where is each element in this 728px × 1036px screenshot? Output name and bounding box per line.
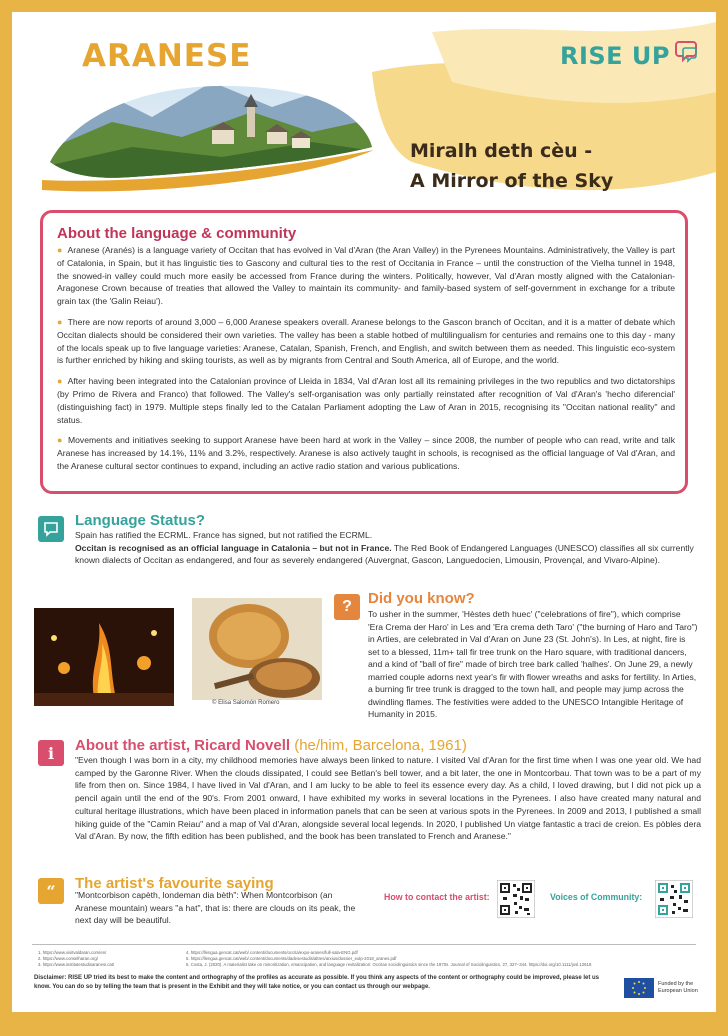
favourite-saying-heading: The artist's favourite saying bbox=[75, 875, 274, 892]
about-paragraph bbox=[57, 316, 675, 367]
riseup-logo-text: RISE UP bbox=[559, 42, 670, 70]
poster-page bbox=[12, 12, 716, 1012]
language-status-text bbox=[75, 529, 695, 567]
profile-title-line1: Miralh deth cèu - bbox=[410, 140, 593, 162]
about-paragraph bbox=[57, 244, 675, 308]
reference-item: 1. https://www.visitvaldaran.com/en/ bbox=[38, 950, 107, 955]
hero-banner bbox=[12, 12, 716, 202]
question-glyph: ? bbox=[342, 598, 352, 615]
speech-bubble-icon bbox=[38, 516, 64, 542]
question-mark-icon bbox=[334, 594, 360, 620]
footer-divider bbox=[32, 944, 696, 945]
bullet-icon: ● bbox=[57, 316, 63, 327]
voices-community-label: Voices of Community: bbox=[550, 892, 643, 902]
status-details bbox=[75, 542, 695, 567]
reference-item: 3. https://www.institutestudisaranesi.cat/ bbox=[38, 962, 115, 968]
about-paragraph bbox=[57, 434, 675, 472]
eu-funding bbox=[624, 978, 706, 998]
status-line: Spain has ratified the ECRML. France has signed, but not ratified the ECRML. bbox=[75, 530, 373, 540]
status-bold: Occitan is recognised as an official language in Catalonia – but not in France. bbox=[75, 542, 392, 553]
about-paragraph-text: After having been integrated into the Catalonian province of Lleida in 1834, Val d'Aran lost all its remaining privileges in the two republics and two dictatorships (by Primo de Rivera and Franco) that followed. The Valley's self-organisation was only partially reinstated after recognition of Val d'Aran's 'hecho diferencial' (distinguishing fact) in 1979. Multiple steps finally led to the Catalan Parliament adopting the Law of Aran in 2015, recognising its "Occitan national reality" and status. bbox=[57, 376, 675, 425]
about-language-box bbox=[40, 210, 688, 494]
bullet-icon: ● bbox=[57, 245, 63, 255]
reference-item: 6. Costa, J. (2020). A materialist take on minoritization, emancipation, and language revitalization: Occitan sociolinguistics since the 1970s. Journal of Sociolinguistics, 27, 327–344. https://doi.org/10.1111/josl.12618 bbox=[186, 962, 592, 968]
artist-name: About the artist, Ricard Novell bbox=[75, 737, 291, 754]
quote-icon bbox=[38, 878, 64, 904]
reference-item: 4. https://llengua.gencat.cat/web/.content/documents/occita/expo-aranes/full-sala-ENG.pdf bbox=[186, 950, 358, 955]
contact-artist-label: How to contact the artist: bbox=[384, 892, 490, 902]
photo-credit: © Elisa Salomón Romero bbox=[212, 700, 280, 706]
voices-qr-code-icon[interactable] bbox=[655, 880, 693, 918]
about-heading: About the language & community bbox=[57, 225, 297, 242]
disclaimer bbox=[34, 974, 604, 991]
artist-bio: "Even though I was born in a city, my childhood memories have always been linked to nature. I visited Val d'Aran for the first time when I was one year old. We had camped by the Garonne River. When the clouds dissipated, I could see Betlan's bell tower, and a bit later, the one in Montcorbau. That town was to be a part of my life from then on. Since 1984, I have lived in Val d'Aran, and I am lucky to be able to feel its essence every day. As a child, I loved drawing, but I did not pick up a pencil again until the end of the 90's. From 2001 onward, I have exhibited my works in several locations in the Pyrenees. I also have created many natural and cultural heritage illustrations, which have been placed in information panels that can be seen at various spots in the Pyrenees. In 2009 and 2013, I published a small hiking guide of the "Camin Reiau" and a map of Val d'Aran, alongside several local legends. In 2020, I published Un viatge fantastic a traci de creion. Es pòbles dera Val d'Aran. By now, the fifth edition has been published, and the book has been translated to French and Aranese." bbox=[75, 755, 701, 842]
reference-item: 2. https://www.conselharan.org/ bbox=[38, 956, 98, 962]
did-you-know-heading: Did you know? bbox=[368, 590, 475, 607]
artist-meta: (he/him, Barcelona, 1961) bbox=[290, 737, 467, 754]
favourite-saying-text: "Montcorbison capèth, londeman dia bèth": When Montcorbison (an Aranese mountain) wears "a hat", that is: there are clouds on its peak, the next day will be beautiful. bbox=[75, 890, 356, 926]
info-glyph: i bbox=[47, 743, 55, 763]
disclaimer-text: Disclaimer: RISE UP tried its best to make the content and orthography of the profiles as accurate as possible. If you think any aspects of the content or orthography could be improved, please let us know. You can do so by telling the team that is present in the Exhibit and they will take notice, or you can contact us through our webpage. bbox=[34, 975, 600, 990]
language-title: ARANESE bbox=[82, 38, 252, 74]
artist-heading bbox=[75, 737, 467, 754]
about-paragraph-text: There are now reports of around 3,000 – 6,000 Aranese speakers overall. Aranese belongs to the Gascon branch of Occitan, and it is a matter of debate which Occitan dialects should be considered their own varieties. The valley has been a stable hotbed of multilingualism for centuries and remains one to this day - many of the locals speak up to five language varieties: Aranese, Catalan, Spanish, French, and English, and switch between them as needed. This linguistic eco-system is further enriched by hiking and skiing tourists, as well as by migrants from Central and South America, all of Europe, and the world. bbox=[57, 316, 675, 366]
did-you-know-text: To usher in the summer, 'Hèstes deth huec' ("celebrations of fire"), which comprise 'Era Crema der Haro' in Les and 'Era crema deth Taro' ("the burning of Haro and Taro") in Arties, are celebrated in Val d'Aran on June 23 (St. John's). In Les, at night, fire is set to a blessed, 11m+ tall fir tree trunk on the Haro square, with traditional dancers, and a kind of "ball of fire" made of birch tree bark called 'halhes'. On June 29, a newly married couple adorns next year's fir with flower wreaths and asks for fertility. In Arties, a burning fir tree trunk is dragged to the town hall, and people may jump across the dwindling flames. The festivities were added to the UNESCO Intangible Heritage of Humanity in 2015. bbox=[368, 609, 698, 719]
bullet-icon: ● bbox=[57, 376, 63, 387]
quote-glyph: “ bbox=[46, 881, 56, 901]
about-paragraph-text: Aranese (Aranés) is a language variety of Occitan that has evolved in Val d'Aran (the Aran Valley) in the Pyrenees Mountains. Administratively, the Valley is part of Catalonia, in Spain, but it has linguistic ties to Gascony and cultural ties to the rest of Occitania in France – until the construction of the Vielha tunnel in 1948, the snowed-in valley could much more easily be accessed from France during the winters. Politically, however, Val d'Aran mostly aligned with the Catalonian-Aragonese Crown because of treaties that allowed the Valley to maintain its community- and family-based system of self-government in exchange for a tribute grain tax (the 'Galin Reiau'). bbox=[57, 245, 675, 307]
about-paragraph-text: Movements and initiatives seeking to support Aranese have been hard at work in the Valley – since 2008, the number of people who can read, write and talk Aranese has increased by 14.1%, 11% and 3.2%, respectively. Aranese is also actively taught in schools, is recognised as the official language of Val d'Aran, and the Aranese cultural sector continues to expand, including an active radio station and various publications. bbox=[57, 435, 675, 471]
profile-title-line2: A Mirror of the Sky bbox=[410, 170, 614, 192]
about-paragraph bbox=[57, 375, 675, 426]
festival-photos bbox=[34, 598, 334, 738]
eu-funding-text: Funded by the European Union bbox=[658, 981, 698, 994]
info-icon bbox=[38, 740, 64, 766]
fire-festival-photo bbox=[34, 598, 334, 738]
language-status-heading: Language Status? bbox=[75, 512, 206, 529]
references-right bbox=[186, 950, 686, 969]
eu-flag-icon bbox=[624, 978, 654, 998]
contact-qr-code-icon[interactable] bbox=[497, 880, 535, 918]
status-rest: The Red Book of Endangered Languages (UNESCO) classifies all six currently known dialects of Occitan as endangered, and four as severely endangered (Auvergnat, Gascon, Languedocien, Limousin, Provençal, and Vivaro-Alpine). bbox=[75, 542, 694, 565]
bullet-icon: ● bbox=[57, 435, 63, 446]
reference-item: 5. https://llengua.gencat.cat/web/.content/documents/dadesestudis/altres/arxius/dossier_eulp-2018_aranes.pdf bbox=[186, 956, 397, 962]
